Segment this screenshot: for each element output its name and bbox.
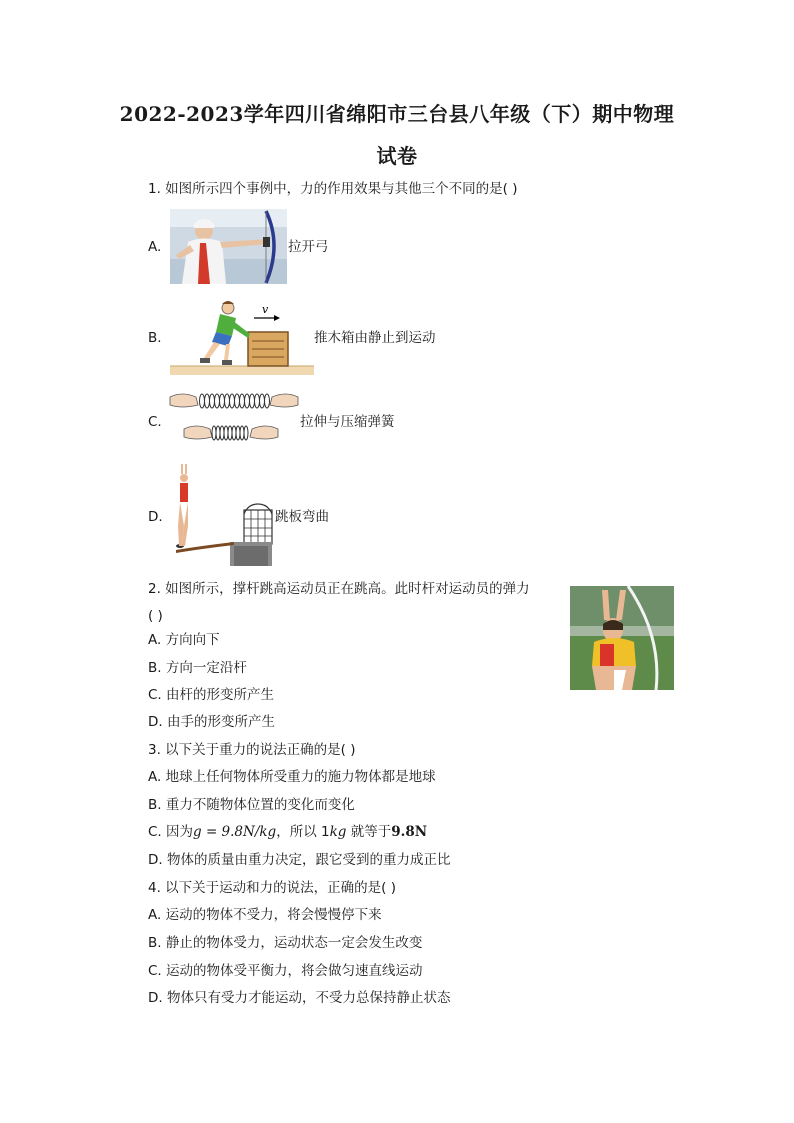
q4-option-c: C. 运动的物体受平衡力，将会做匀速直线运动 [148,963,423,979]
q3-option-d: D. 物体的质量由重力决定，跟它受到的重力成正比 [148,852,451,868]
pole-vault-image [570,586,674,690]
q1-option-d-label: D. [148,509,163,525]
q1-option-b-text: 推木箱由静止到运动 [314,330,436,346]
q2-option-c: C. 由杆的形变所产生 [148,687,275,703]
q1-option-c-label: C. [148,414,162,430]
q3-option-c-pre: C. 因为 [148,824,194,840]
push-box-image [170,298,316,377]
q3-option-c-kg: kg [329,824,347,840]
spring-image [168,385,300,453]
q2-option-d: D. 由手的形变所产生 [148,714,275,730]
q3-option-c-formula: g = 9.8N/kg [193,824,277,840]
question-4-stem: 4. 以下关于运动和力的说法，正确的是( ) [148,880,396,896]
question-1-stem: 1. 如图所示四个事例中，力的作用效果与其他三个不同的是( ) [148,181,518,197]
q3-option-c [148,822,427,842]
q3-option-c-newton: 9.8N [391,824,428,840]
exam-title-line-1: 2022-2023学年四川省绵阳市三台县八年级（下）期中物理 [119,102,675,126]
q3-option-b: B. 重力不随物体位置的变化而变化 [148,797,355,813]
q4-option-b: B. 静止的物体受力，运动状态一定会发生改变 [148,935,423,951]
q3-option-a: A. 地球上任何物体所受重力的施力物体都是地球 [148,769,436,785]
diving-board-image [170,462,274,568]
q1-option-a-text: 拉开弓 [288,239,329,255]
question-2-stem: 2. 如图所示，撑杆跳高运动员正在跳高。此时杆对运动员的弹力 [148,581,530,597]
question-3-stem: 3. 以下关于重力的说法正确的是( ) [148,742,356,758]
q1-option-c-text: 拉伸与压缩弹簧 [300,414,395,430]
q1-option-d-text: 跳板弯曲 [275,509,329,525]
q2-option-a: A. 方向向下 [148,632,220,648]
question-2-paren: ( ) [148,608,163,624]
archer-image [170,209,287,284]
q1-option-b-label: B. [148,330,162,346]
q3-option-c-mid2: 就等于 [346,824,392,840]
q4-option-d: D. 物体只有受力才能运动，不受力总保持静止状态 [148,990,451,1006]
q4-option-a: A. 运动的物体不受力，将会慢慢停下来 [148,907,382,923]
q2-option-b: B. 方向一定沿杆 [148,660,247,676]
q1-option-a-label: A. [148,239,162,255]
q3-option-c-mid: ，所以 1 [276,824,330,840]
exam-title-line-2: 试卷 [376,144,418,168]
velocity-label: v [262,303,269,316]
